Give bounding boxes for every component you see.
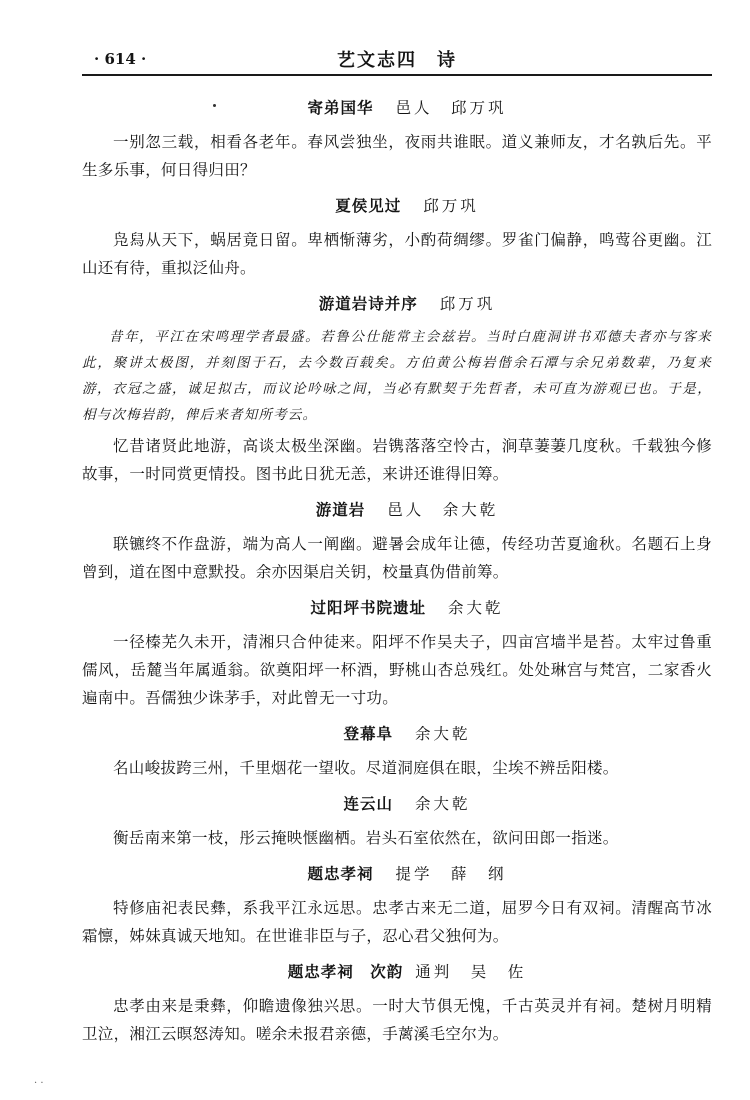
poem-title	[82, 498, 712, 520]
scan-speck	[213, 104, 216, 107]
poem	[82, 498, 712, 586]
poem-title	[82, 194, 712, 216]
poem-text: 衡岳南来第一枝，彤云掩映惬幽栖。岩头石室依然在，欲问田郎一指迷。	[113, 829, 619, 847]
poem	[82, 292, 712, 488]
poem-text: 名山峻拔跨三州，千里烟花一望收。尽道洞庭俱在眼，尘埃不辨岳阳楼。	[113, 759, 619, 777]
poem-author: 邱万巩	[423, 197, 479, 215]
poem	[82, 792, 712, 852]
poem-author: 提学 薛 纲	[395, 865, 507, 883]
poem-title	[82, 292, 712, 314]
scan-artifact: · ·	[34, 1078, 44, 1089]
poem	[82, 596, 712, 712]
running-title: 艺文志四 诗	[337, 50, 457, 71]
poem-title-text: 登幕阜	[343, 724, 393, 743]
poem-title	[82, 862, 712, 884]
poem	[82, 96, 712, 184]
poem-title	[82, 96, 712, 118]
poem-title-text: 题忠孝祠	[307, 864, 374, 883]
poem-author: 邑人 邱万巩	[395, 99, 507, 117]
poem-preface: 昔年，平江在宋鸣理学者最盛。若鲁公仕能常主会兹岩。当时白鹿洞讲书邓德夫者亦与客来此，聚讲太极图，并刻图于石，去今数百载矣。方伯黄公梅岩偕余石潭与余兄弟数辈，乃复来游，衣冠之盛，诚足拟古，而议论吟咏之间，当必有默契于先哲者，未可直为游观已也。于是，相与次梅岩韵，俾后来者知所考云。	[82, 329, 712, 423]
poem-title	[82, 792, 712, 814]
poem-title-text: 寄弟国华	[307, 98, 374, 117]
page-content	[82, 96, 712, 1058]
poem-text: 凫舄从天下，蜗居竟日留。卑栖惭薄劣，小酌荷绸缪。罗雀门偏静，鸣莺谷更幽。江山还有待，重拟泛仙舟。	[82, 231, 712, 277]
poem-title-text: 题忠孝祠 次韵	[287, 962, 404, 981]
page-header	[82, 40, 712, 76]
poem	[82, 960, 712, 1048]
poem-title	[82, 960, 712, 982]
poem-author: 余大乾	[448, 599, 504, 617]
poem-author: 邱万巩	[439, 295, 496, 313]
page-number: · 614 ·	[94, 50, 147, 68]
poem-text: 联镳终不作盘游，端为高人一阐幽。避暑会成年让德，传经功苦夏逾秋。名题石上身曾到，道在图中意默投。余亦因渠启关钥，校量真伪借前筹。	[82, 535, 712, 581]
poem	[82, 862, 712, 950]
poem-title	[82, 722, 712, 744]
poem-text: 一别忽三载，相看各老年。春风尝独坐，夜雨共谁眠。道义兼师友，才名孰后先。平生多乐事，何日得归田？	[82, 133, 712, 179]
poem-author: 余大乾	[415, 795, 471, 813]
poem-author: 通判 吴 佐	[415, 963, 527, 981]
poem-text: 一径榛芜久未开，清湘只合仲徒来。阳坪不作吴夫子，四亩宫墙半是苔。太牢过鲁重儒风，岳麓当年属遁翁。欲奠阳坪一杯酒，野桃山杏总残红。处处琳宫与梵宫，二家香火遍南中。吾儒独少诛茅手，对此曾无一寸功。	[82, 633, 712, 707]
poem-text: 特修庙祀表民彝，系我平江永远思。忠孝古来无二道，屈罗今日有双祠。清醒高节冰霜懔，姊妹真诚天地知。在世谁非臣与子，忍心君父独何为。	[82, 899, 712, 945]
poem-title-text: 连云山	[343, 794, 393, 813]
poem-title-text: 过阳坪书院遗址	[310, 598, 426, 617]
poem-author: 余大乾	[415, 725, 471, 743]
poem-text: 忆昔诸贤此地游，高谈太极坐深幽。岩镌落落空怜古，涧草萋萋几度秋。千载独今修故事，一时同赏更情投。图书此日犹无恙，来讲还谁得旧筹。	[82, 437, 712, 483]
poem-title	[82, 596, 712, 618]
poem-author: 邑人 余大乾	[387, 501, 499, 519]
poem	[82, 194, 712, 282]
poem-title-text: 夏侯见过	[335, 196, 402, 215]
poem-text: 忠孝由来是秉彝，仰瞻遗像独兴思。一时大节俱无愧，千古英灵并有祠。楚树月明精卫泣，湘江云暝怒涛知。嗟余未报君亲德，手蓠溪毛空尔为。	[82, 997, 712, 1043]
poem	[82, 722, 712, 782]
poem-title-text: 游道岩	[315, 500, 366, 519]
poem-title-text: 游道岩诗并序	[318, 294, 418, 313]
